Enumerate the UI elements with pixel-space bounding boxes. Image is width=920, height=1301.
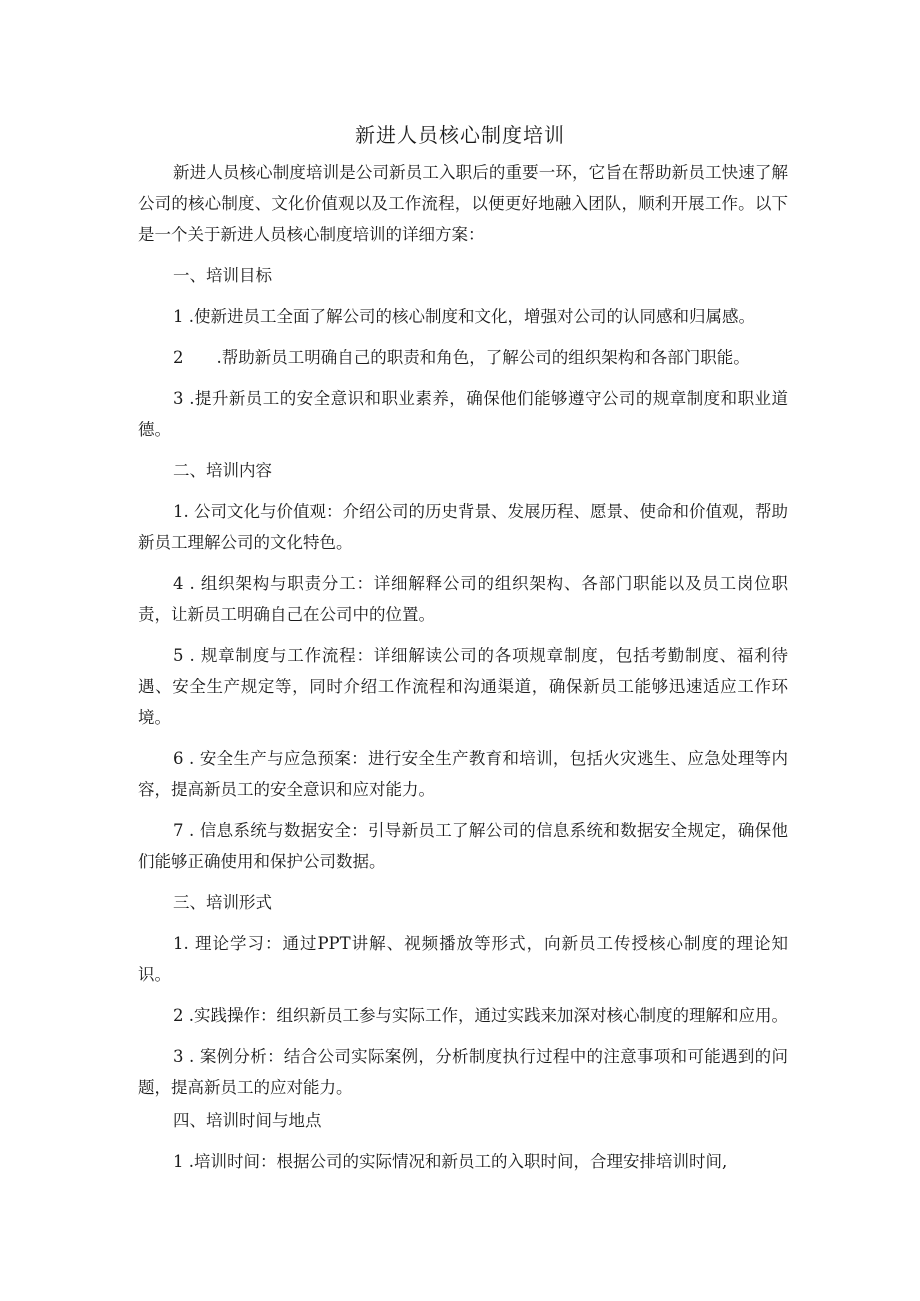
content-item: 5 . 规章制度与工作流程：详细解读公司的各项规章制度，包括考勤制度、福利待遇、安全生产规定等，同时介绍工作流程和沟通渠道，确保新员工能够迅速适应工作环境。 [138, 646, 788, 727]
format-item: 3 . 案例分析：结合公司实际案例，分析制度执行过程中的注意事项和可能遇到的问题，提高新员工的应对能力。 [138, 1047, 788, 1097]
intro-paragraph: 新进人员核心制度培训是公司新员工入职后的重要一环，它旨在帮助新员工快速了解公司的核心制度、文化价值观以及工作流程，以便更好地融入团队，顺利开展工作。以下是一个关于新进人员核心制度培训的详细方案： [138, 163, 788, 244]
content-item: 4 . 组织架构与职责分工：详细解释公司的组织架构、各部门职能以及员工岗位职责，让新员工明确自己在公司中的位置。 [138, 574, 788, 624]
section-heading-content: 二、培训内容 [173, 461, 272, 480]
format-item: 1. 理论学习：通过PPT讲解、视频播放等形式，向新员工传授核心制度的理论知识。 [138, 934, 788, 984]
section-heading-time-place: 四、培训时间与地点 [173, 1111, 322, 1130]
document-body [138, 157, 788, 1187]
content-item: 7 . 信息系统与数据安全：引导新员工了解公司的信息系统和数据安全规定，确保他们能够正确使用和保护公司数据。 [138, 821, 788, 871]
content-item: 6 . 安全生产与应急预案：进行安全生产教育和培训，包括火灾逃生、应急处理等内容，提高新员工的安全意识和应对能力。 [138, 749, 788, 799]
goal-item: 2 .帮助新员工明确自己的职责和角色，了解公司的组织架构和各部门职能。 [173, 348, 750, 367]
format-item: 2 .实践操作：组织新员工参与实际工作，通过实践来加深对核心制度的理解和应用。 [173, 1006, 788, 1025]
time-place-item: 1 .培训时间：根据公司的实际情况和新员工的入职时间，合理安排培训时间, [173, 1152, 728, 1171]
goal-item: 1 .使新进员工全面了解公司的核心制度和文化，增强对公司的认同感和归属感。 [173, 307, 755, 326]
section-heading-goals: 一、培训目标 [173, 266, 272, 285]
document-title: 新进人员核心制度培训 [355, 123, 565, 147]
section-heading-format: 三、培训形式 [173, 893, 272, 912]
goal-item: 3 .提升新员工的安全意识和职业素养，确保他们能够遵守公司的规章制度和职业道德。 [138, 389, 788, 439]
content-item: 1. 公司文化与价值观：介绍公司的历史背景、发展历程、愿景、使命和价值观，帮助新员工理解公司的文化特色。 [138, 502, 788, 552]
